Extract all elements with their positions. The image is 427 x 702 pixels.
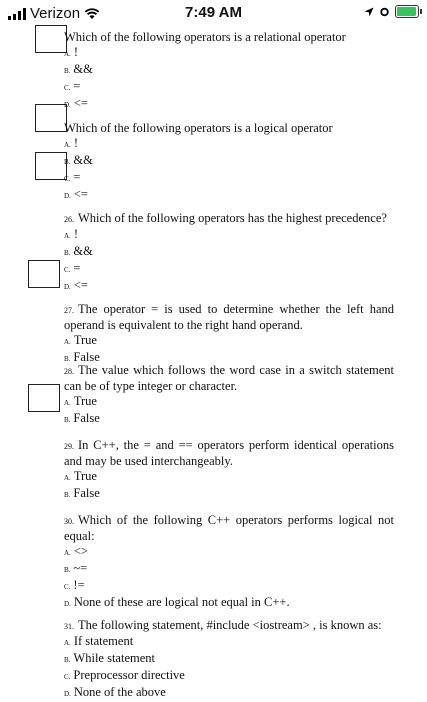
question-text xyxy=(64,513,394,544)
option-text: True xyxy=(73,469,97,483)
option-letter: B. xyxy=(64,416,71,424)
option-text: If statement xyxy=(73,634,134,648)
option-text: && xyxy=(73,244,93,258)
option[interactable] xyxy=(64,561,394,578)
option-text: While statement xyxy=(73,651,155,665)
option[interactable] xyxy=(64,62,394,79)
option[interactable] xyxy=(64,651,394,668)
answer-box[interactable] xyxy=(35,104,67,132)
option-letter: A. xyxy=(64,399,71,407)
carrier-name: Verizon xyxy=(30,5,81,22)
question-number: 26. xyxy=(64,215,74,224)
option[interactable] xyxy=(64,411,394,428)
option-text: <= xyxy=(73,187,88,201)
battery-icon xyxy=(395,5,419,18)
option[interactable] xyxy=(64,486,394,503)
option-letter: D. xyxy=(64,600,71,608)
question xyxy=(64,438,394,503)
option[interactable] xyxy=(64,278,394,295)
option-text: None of the above xyxy=(73,685,166,699)
question-text: Which of the following operators is a relational operator xyxy=(64,30,346,44)
option-text: != xyxy=(73,578,85,592)
option-letter: B. xyxy=(64,566,71,574)
option-text: False xyxy=(73,350,100,364)
question xyxy=(64,618,394,702)
option-text: = xyxy=(73,170,81,184)
option[interactable] xyxy=(64,668,394,685)
answer-box[interactable] xyxy=(35,152,67,180)
option[interactable] xyxy=(64,469,394,486)
option-letter: A. xyxy=(64,141,71,149)
option-text: True xyxy=(73,333,97,347)
question xyxy=(64,363,394,428)
option-letter: B. xyxy=(64,158,71,166)
question-text xyxy=(64,211,394,227)
option[interactable] xyxy=(64,544,394,561)
question xyxy=(64,211,394,295)
option-letter: D. xyxy=(64,283,71,291)
question-text xyxy=(64,618,394,634)
question-text: Which of the following operators is a logical operator xyxy=(64,121,333,135)
option-text: = xyxy=(73,79,81,93)
option-letter: A. xyxy=(64,639,71,647)
option-letter: B. xyxy=(64,355,71,363)
option[interactable] xyxy=(64,595,394,612)
question xyxy=(64,121,394,204)
option-text: False xyxy=(73,486,100,500)
option[interactable] xyxy=(64,79,394,96)
question-number: 30. xyxy=(64,517,74,526)
clock: 7:49 AM xyxy=(185,4,242,21)
answer-box[interactable] xyxy=(35,25,67,53)
option-text: <= xyxy=(73,96,88,110)
answer-box[interactable] xyxy=(28,384,60,412)
option-letter: A. xyxy=(64,50,71,58)
option-letter: D. xyxy=(64,690,71,698)
location-arrow-icon xyxy=(364,7,374,17)
option-letter: D. xyxy=(64,192,71,200)
option-text: ! xyxy=(73,136,78,150)
option[interactable] xyxy=(64,45,394,62)
option[interactable] xyxy=(64,96,394,113)
option-letter: A. xyxy=(64,232,71,240)
option-letter: C. xyxy=(64,84,71,92)
option-text: False xyxy=(73,411,100,425)
option[interactable] xyxy=(64,187,394,204)
option-letter: A. xyxy=(64,549,71,557)
question xyxy=(64,30,394,113)
option-letter: C. xyxy=(64,583,71,591)
option-letter: A. xyxy=(64,474,71,482)
option-letter: B. xyxy=(64,656,71,664)
question-body: The value which follows the word case in a switch statement can be of type integer or character. xyxy=(64,363,394,393)
option-letter: B. xyxy=(64,249,71,257)
question xyxy=(64,302,394,367)
question-body: Which of the following C++ operators performs logical not equal: xyxy=(64,513,394,543)
option[interactable] xyxy=(64,261,394,278)
option-text: = xyxy=(73,261,81,275)
option[interactable] xyxy=(64,685,394,702)
question-text xyxy=(64,363,394,394)
option-text: ~= xyxy=(73,561,88,575)
option-text: && xyxy=(73,153,93,167)
option-text: <= xyxy=(73,278,88,292)
status-bar xyxy=(0,0,427,26)
answer-box[interactable] xyxy=(28,260,60,288)
option[interactable] xyxy=(64,333,394,350)
option[interactable] xyxy=(64,136,394,153)
option[interactable] xyxy=(64,578,394,595)
question-body: Which of the following operators has the highest precedence? xyxy=(78,211,387,225)
status-icons xyxy=(364,5,419,18)
question-body: The following statement, #include <iostream> , is known as: xyxy=(78,618,382,632)
option-text: <> xyxy=(73,544,88,558)
question-number: 29. xyxy=(64,442,74,451)
option[interactable] xyxy=(64,634,394,651)
question-body: The operator = is used to determine whether the left hand operand is equivalent to the right hand operand. xyxy=(64,302,394,332)
question-text xyxy=(64,302,394,333)
option-letter: A. xyxy=(64,338,71,346)
option-letter: B. xyxy=(64,491,71,499)
option[interactable] xyxy=(64,244,394,261)
option[interactable] xyxy=(64,394,394,411)
question-text xyxy=(64,438,394,469)
option-text: ! xyxy=(73,227,78,241)
question-number: 27. xyxy=(64,306,74,315)
alarm-clock-icon xyxy=(379,6,390,17)
option-text: None of these are logical not equal in C++. xyxy=(73,595,290,609)
option-text: True xyxy=(73,394,97,408)
question-number: 31. xyxy=(64,622,74,631)
option[interactable] xyxy=(64,170,394,187)
question xyxy=(64,513,394,612)
option-text: && xyxy=(73,62,93,76)
question-body: In C++, the = and == operators perform identical operations and may be used interchangeably. xyxy=(64,438,394,468)
option-text: ! xyxy=(73,45,78,59)
option[interactable] xyxy=(64,153,394,170)
option-letter: C. xyxy=(64,175,71,183)
option-text: Preprocessor directive xyxy=(73,668,185,682)
option-letter: C. xyxy=(64,673,71,681)
option-letter: D. xyxy=(64,101,71,109)
option-letter: B. xyxy=(64,67,71,75)
option[interactable] xyxy=(64,227,394,244)
question-number: 28. xyxy=(64,367,74,376)
option-letter: C. xyxy=(64,266,71,274)
